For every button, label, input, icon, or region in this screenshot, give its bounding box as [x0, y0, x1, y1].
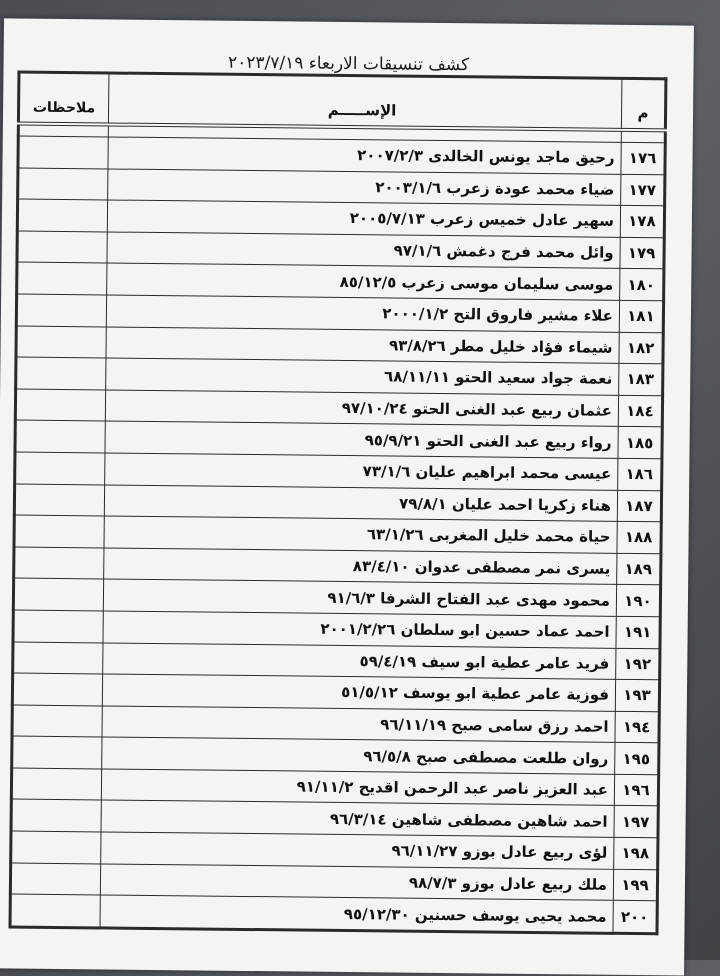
document-title: كشف تنسيقات الاربعاء ٢٠٢٣/٧/١٩: [227, 52, 470, 76]
row-notes: [15, 420, 105, 453]
row-name: موسى سليمان موسى زعرب ٨٥/١٢/٥: [107, 263, 620, 300]
row-notes: [11, 768, 101, 801]
coordination-table-container: [8, 71, 667, 936]
row-notes: [10, 863, 100, 896]
paper-sheet: [0, 18, 694, 975]
row-number: ١٨٦: [618, 458, 662, 490]
row-number: ١٨٤: [618, 395, 662, 427]
row-name: ملك ربيع عادل بوزو ٩٨/٧/٣: [100, 864, 613, 901]
row-number: ١٩٨: [614, 837, 658, 869]
header-notes: ملاحظات: [18, 72, 109, 124]
row-notes: [12, 705, 102, 738]
row-notes: [13, 610, 103, 643]
row-number: ١٨٥: [618, 427, 662, 459]
row-name: سهير عادل خميس زعرب ٢٠٠٥/٧/١٣: [107, 200, 620, 237]
row-number: ١٧٧: [621, 174, 665, 206]
row-name: يسرى نمر مصطفى عدوان ٨٣/٤/١٠: [104, 548, 617, 585]
row-name: رواء ربيع عبد الغنى الحتو ٩٥/٩/٢١: [105, 421, 618, 458]
row-notes: [11, 799, 101, 832]
row-name: فريد عامر عطية ابو سيف ٥٩/٤/١٩: [103, 642, 616, 679]
row-number: ١٩٣: [615, 679, 659, 711]
row-name: عيسى محمد ابراهيم عليان ٧٣/١/٦: [105, 453, 618, 490]
row-name: عبد العزيز ناصر عبد الرحمن اقديح ٩١/١١/٢: [101, 769, 614, 806]
row-number: ١٨٣: [619, 364, 663, 396]
row-notes: [10, 894, 100, 928]
row-number: ٢٠٠: [613, 901, 657, 934]
row-number: ١٩٠: [616, 585, 660, 617]
row-name: حياة محمد خليل المغربى ٦٣/١/٢٦: [104, 516, 617, 553]
table-body: [10, 124, 665, 934]
row-name: احمد عماد حسين ابو سلطان ٢٠٠١/٢/٢٦: [103, 611, 616, 648]
row-notes: [16, 357, 106, 390]
row-notes: [16, 326, 106, 359]
row-notes: [18, 168, 108, 201]
row-notes: [12, 736, 102, 769]
table-header-row: [18, 72, 666, 130]
row-notes: [18, 136, 108, 169]
row-name: روان طلعت مصطفى صبح ٩٦/٥/٨: [102, 737, 615, 774]
row-number: ١٩٧: [614, 806, 658, 838]
row-notes: [12, 673, 102, 706]
row-number: ١٩٩: [613, 869, 657, 901]
row-name: احمد شاهين مصطفى شاهين ٩٦/٣/١٤: [101, 800, 614, 837]
row-name: لؤى ربيع عادل بوزو ٩٦/١١/٢٧: [101, 832, 614, 869]
row-notes: [14, 515, 104, 548]
row-number: ١٩٥: [615, 743, 659, 775]
row-number: ١٩٤: [615, 711, 659, 743]
row-number: ١٩٢: [616, 648, 660, 680]
row-name: احمد رزق سامى صبح ٩٦/١١/١٩: [102, 706, 615, 743]
row-name: محمود مهدى عبد الفتاح الشرفا ٩١/٦/٣: [103, 579, 616, 616]
row-number: ١٨٩: [617, 553, 661, 585]
row-name: هناء زكريا احمد عليان ٧٩/٨/١: [104, 484, 617, 521]
coordination-table: [8, 71, 667, 936]
row-notes: [15, 389, 105, 422]
row-number: ١٧٩: [620, 237, 664, 269]
row-number: ١٩٦: [614, 774, 658, 806]
row-notes: [11, 831, 101, 864]
row-number: ١٧٦: [621, 142, 665, 174]
row-notes: [15, 452, 105, 485]
row-notes: [17, 199, 107, 232]
row-notes: [13, 642, 103, 675]
row-number: ١٨٢: [619, 332, 663, 364]
table-row: [10, 894, 657, 933]
row-name: وائل محمد فرج دغمش ٩٧/١/٦: [107, 232, 620, 269]
row-name: ضياء محمد عودة زعرب ٢٠٠٣/١/٦: [108, 169, 621, 206]
row-notes: [17, 262, 107, 295]
row-notes: [16, 294, 106, 327]
row-notes: [17, 231, 107, 264]
header-name: الإســـــم: [108, 73, 622, 130]
row-name: شيماء فؤاد خليل مطر ٩٣/٨/٢٦: [106, 327, 619, 364]
header-number: م: [621, 78, 666, 130]
row-name: فوزية عامر عطية ابو يوسف ٥١/٥/١٢: [102, 674, 615, 711]
row-number: ١٨١: [619, 300, 663, 332]
row-notes: [14, 484, 104, 517]
row-number: ١٩١: [616, 616, 660, 648]
row-number: ١٨٠: [620, 269, 664, 301]
row-notes: [13, 578, 103, 611]
row-name: علاء مشير فاروق التح ٢٠٠٠/١/٢: [106, 295, 619, 332]
row-number: ١٨٨: [617, 521, 661, 553]
row-name: رحيق ماجد يونس الخالدى ٢٠٠٧/٢/٣: [108, 137, 621, 174]
row-number: ١٨٧: [617, 490, 661, 522]
row-name: عثمان ربيع عبد الغنى الحتو ٩٧/١٠/٢٤: [105, 390, 618, 427]
row-name: نعمة جواد سعيد الحتو ٦٨/١١/١١: [106, 358, 619, 395]
row-number: ١٧٨: [620, 206, 664, 238]
row-name: محمد يحيى يوسف حسنين ٩٥/١٢/٣٠: [100, 895, 613, 933]
row-notes: [14, 547, 104, 580]
